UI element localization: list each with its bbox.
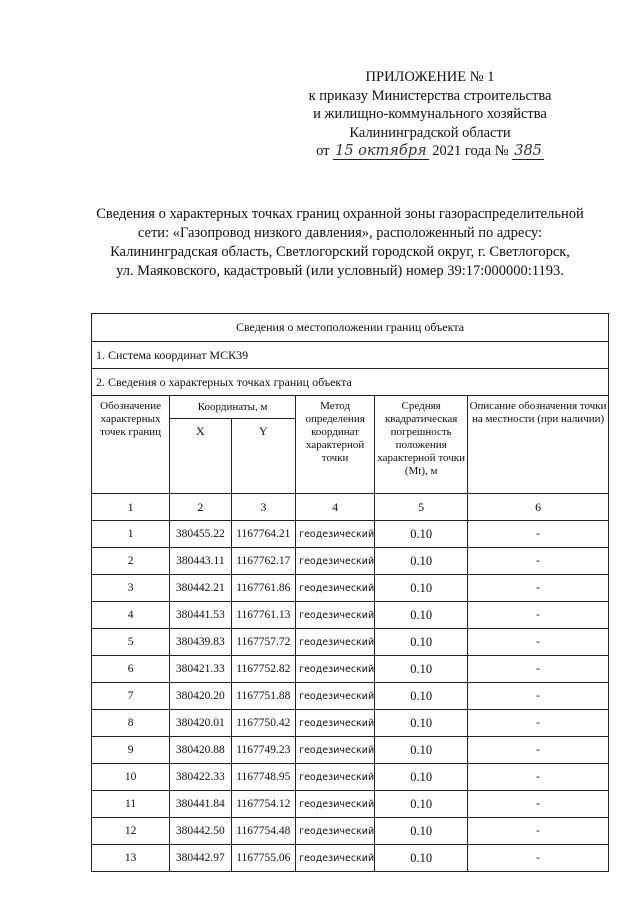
- accuracy: 0.10: [375, 656, 468, 683]
- appendix-title: ПРИЛОЖЕНИЕ № 1: [365, 69, 495, 85]
- method: геодезический: [296, 845, 375, 872]
- coord-y: 1167754.48: [231, 818, 296, 845]
- coord-x: 380439.83: [170, 629, 231, 656]
- point-number: 3: [92, 575, 170, 602]
- table-row: [92, 575, 609, 602]
- header-accuracy: Средняя квадратическая погрешность положения характерной точки (Mt), м: [375, 396, 468, 494]
- handwritten-date: 15 октября: [335, 143, 427, 159]
- appendix-header: [300, 68, 560, 161]
- coord-x: 380420.20: [170, 683, 231, 710]
- point-number: 6: [92, 656, 170, 683]
- description: -: [468, 548, 609, 575]
- accuracy: 0.10: [375, 548, 468, 575]
- date-suffix: 2021 года №: [432, 143, 509, 159]
- coord-x: 380420.88: [170, 737, 231, 764]
- coord-x: 380442.21: [170, 575, 231, 602]
- order-date-line: [300, 142, 560, 161]
- accuracy: 0.10: [375, 575, 468, 602]
- coord-x: 380443.11: [170, 548, 231, 575]
- boundary-points-table: [91, 313, 609, 872]
- header-coordinates: Координаты, м: [170, 396, 296, 419]
- method: геодезический: [296, 656, 375, 683]
- method: геодезический: [296, 737, 375, 764]
- method: геодезический: [296, 602, 375, 629]
- date-prefix: от: [316, 143, 330, 159]
- method: геодезический: [296, 818, 375, 845]
- header-description: Описание обозначения точки на местности (при наличии): [468, 396, 609, 494]
- coord-y: 1167761.86: [231, 575, 296, 602]
- coord-y: 1167754.12: [231, 791, 296, 818]
- title-line-1: Сведения о характерных точках границ охранной зоны газораспределительной: [96, 206, 584, 222]
- accuracy: 0.10: [375, 602, 468, 629]
- accuracy: 0.10: [375, 737, 468, 764]
- point-number: 5: [92, 629, 170, 656]
- accuracy: 0.10: [375, 683, 468, 710]
- coord-y: 1167751.88: [231, 683, 296, 710]
- coord-x: 380442.50: [170, 818, 231, 845]
- table-row: [92, 548, 609, 575]
- description: -: [468, 710, 609, 737]
- description: -: [468, 737, 609, 764]
- method: геодезический: [296, 710, 375, 737]
- table-row: [92, 521, 609, 548]
- title-line-2: сети: «Газопровод низкого давления», расположенный по адресу:: [137, 225, 543, 241]
- description: -: [468, 602, 609, 629]
- table-row: [92, 818, 609, 845]
- coord-y: 1167762.17: [231, 548, 296, 575]
- description: -: [468, 845, 609, 872]
- table-row: [92, 737, 609, 764]
- coord-y: 1167764.21: [231, 521, 296, 548]
- description: -: [468, 629, 609, 656]
- method: геодезический: [296, 575, 375, 602]
- title-line-4: ул. Маяковского, кадастровый (или условный) номер 39:17:000000:1193.: [116, 263, 564, 279]
- accuracy: 0.10: [375, 791, 468, 818]
- column-number-row: [92, 494, 609, 521]
- column-number: 6: [468, 494, 609, 521]
- description: -: [468, 683, 609, 710]
- header-method: Метод определения координат характерной точки: [296, 396, 375, 494]
- coord-y: 1167752.82: [231, 656, 296, 683]
- coord-y: 1167750.42: [231, 710, 296, 737]
- column-number: 4: [296, 494, 375, 521]
- coord-x: 380422.33: [170, 764, 231, 791]
- description: -: [468, 791, 609, 818]
- method: геодезический: [296, 683, 375, 710]
- document-title: [70, 205, 610, 281]
- table-row: [92, 710, 609, 737]
- point-number: 9: [92, 737, 170, 764]
- coord-x: 380442.97: [170, 845, 231, 872]
- section-coordinate-system: 1. Система координат МСК39: [92, 342, 609, 369]
- region-line: Калининградской области: [349, 124, 511, 141]
- coord-y: 1167757.72: [231, 629, 296, 656]
- accuracy: 0.10: [375, 845, 468, 872]
- method: геодезический: [296, 548, 375, 575]
- accuracy: 0.10: [375, 629, 468, 656]
- section-points-info: 2. Сведения о характерных точках границ объекта: [92, 369, 609, 396]
- table-row: [92, 629, 609, 656]
- point-number: 1: [92, 521, 170, 548]
- point-number: 8: [92, 710, 170, 737]
- coord-x: 380441.84: [170, 791, 231, 818]
- description: -: [468, 656, 609, 683]
- description: -: [468, 764, 609, 791]
- header-x: X: [170, 419, 231, 494]
- table-row: [92, 602, 609, 629]
- coord-x: 380455.22: [170, 521, 231, 548]
- column-number: 3: [231, 494, 296, 521]
- table-row: [92, 683, 609, 710]
- table-row: [92, 845, 609, 872]
- coord-x: 380421.33: [170, 656, 231, 683]
- column-number: 1: [92, 494, 170, 521]
- table-row: [92, 656, 609, 683]
- description: -: [468, 575, 609, 602]
- description: -: [468, 521, 609, 548]
- method: геодезический: [296, 629, 375, 656]
- point-number: 11: [92, 791, 170, 818]
- method: геодезический: [296, 764, 375, 791]
- column-number: 5: [375, 494, 468, 521]
- order-line: к приказу Министерства строительства: [308, 87, 552, 104]
- accuracy: 0.10: [375, 710, 468, 737]
- table-caption: Сведения о местоположении границ объекта: [92, 314, 609, 342]
- description: -: [468, 818, 609, 845]
- coord-y: 1167748.95: [231, 764, 296, 791]
- point-number: 4: [92, 602, 170, 629]
- accuracy: 0.10: [375, 764, 468, 791]
- coord-y: 1167755.06: [231, 845, 296, 872]
- point-number: 2: [92, 548, 170, 575]
- point-number: 10: [92, 764, 170, 791]
- title-line-3: Калининградская область, Светлогорский городской округ, г. Светлогорск,: [110, 244, 570, 260]
- coord-x: 380420.01: [170, 710, 231, 737]
- header-y: Y: [231, 419, 296, 494]
- header-point-designation: Обозначение характерных точек границ: [92, 396, 170, 494]
- table-row: [92, 764, 609, 791]
- coord-y: 1167749.23: [231, 737, 296, 764]
- accuracy: 0.10: [375, 521, 468, 548]
- column-number: 2: [170, 494, 231, 521]
- table-row: [92, 791, 609, 818]
- method: геодезический: [296, 791, 375, 818]
- coord-y: 1167761.13: [231, 602, 296, 629]
- point-number: 7: [92, 683, 170, 710]
- point-number: 13: [92, 845, 170, 872]
- point-number: 12: [92, 818, 170, 845]
- coord-x: 380441.53: [170, 602, 231, 629]
- handwritten-number: 385: [514, 143, 542, 159]
- method: геодезический: [296, 521, 375, 548]
- ministry-line: и жилищно-коммунального хозяйства: [313, 106, 547, 122]
- accuracy: 0.10: [375, 818, 468, 845]
